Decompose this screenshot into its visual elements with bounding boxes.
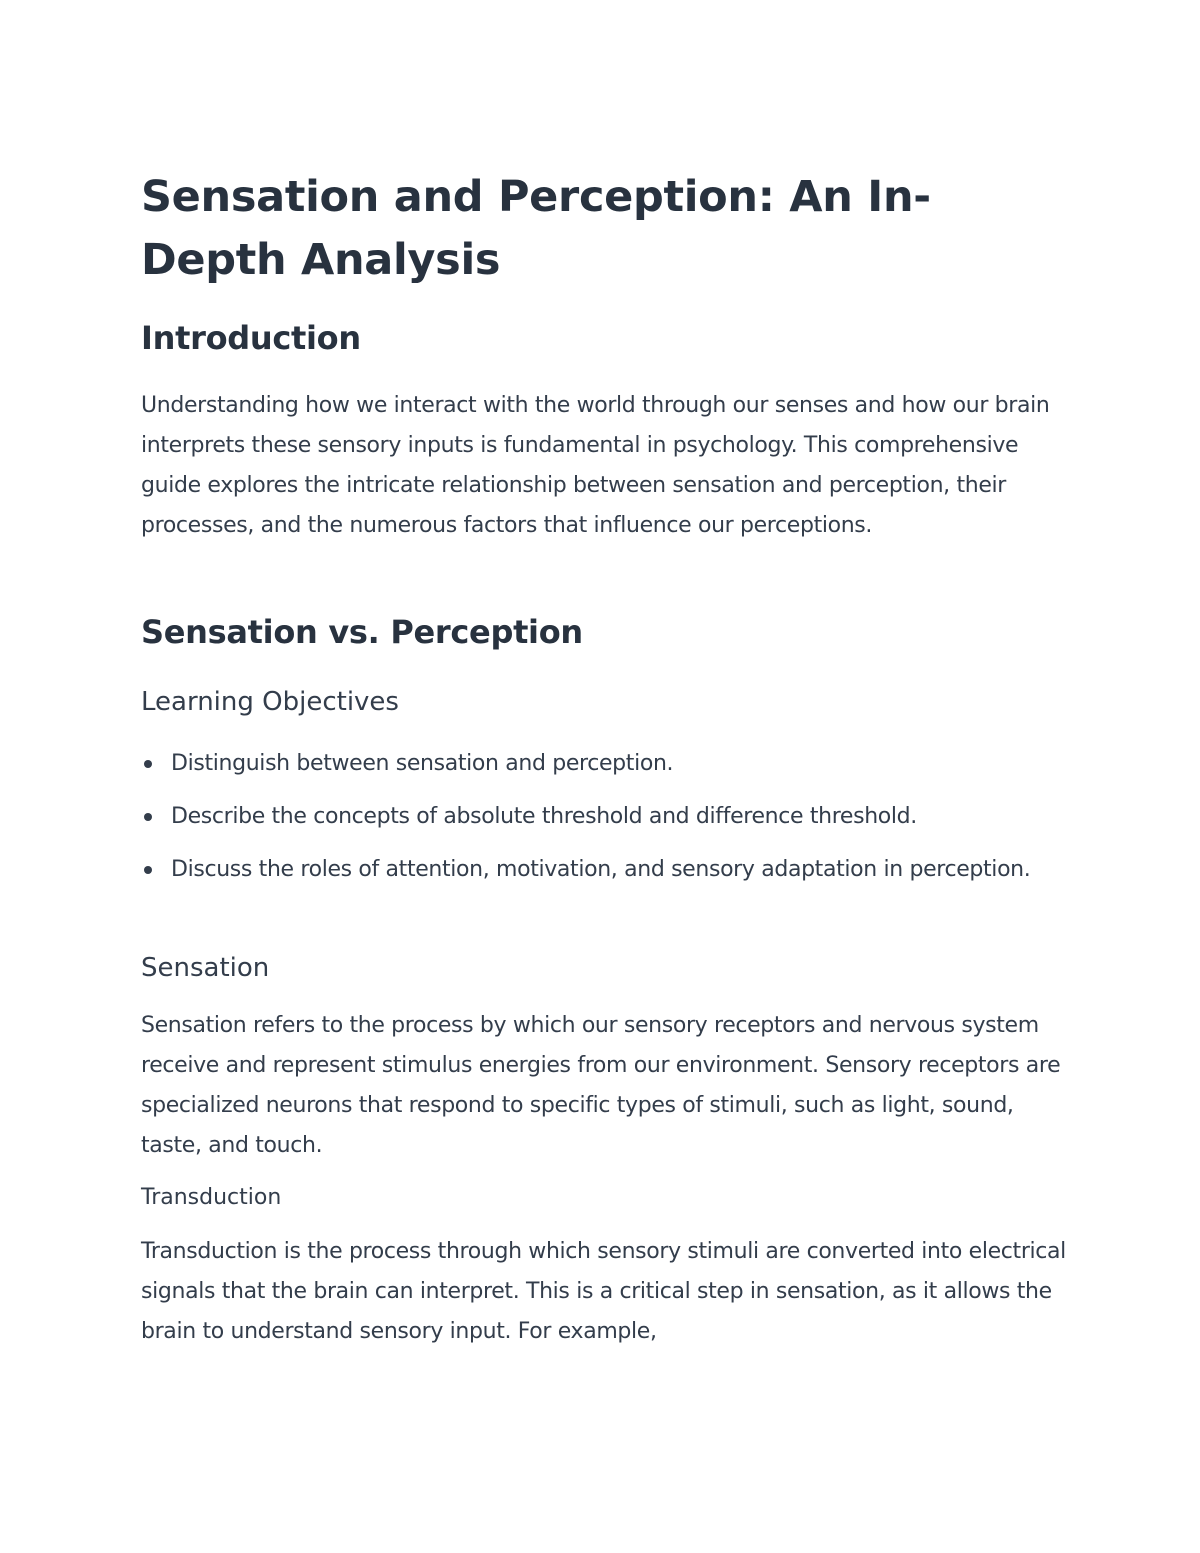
transduction-heading: Transduction [141, 1185, 282, 1210]
document-title: Sensation and Perception: An In-Depth Analysis [141, 172, 931, 285]
bullet-icon [144, 760, 152, 768]
list-item-text: Discuss the roles of attention, motivation, and sensory adaptation in perception. [171, 857, 1031, 882]
list-item-text: Describe the concepts of absolute threshold and difference threshold. [171, 804, 917, 829]
sensation-vs-perception-heading: Sensation vs. Perception [141, 613, 583, 651]
introduction-heading: Introduction [141, 319, 361, 357]
list-item [141, 797, 1071, 837]
bullet-icon [144, 866, 152, 874]
list-item-text: Distinguish between sensation and perception. [171, 751, 674, 776]
list-item [141, 744, 1071, 784]
sensation-heading: Sensation [141, 953, 270, 983]
learning-objectives-heading: Learning Objectives [141, 687, 399, 717]
bullet-icon [144, 813, 152, 821]
introduction-paragraph: Understanding how we interact with the world through our senses and how our brain interprets these sensory inputs is fundamental in psychology. This comprehensive guide explores the intricate relationship between sensation and perception, their processes, and the numerous factors that influence our perceptions. [141, 393, 1050, 538]
sensation-paragraph: Sensation refers to the process by which our sensory receptors and nervous system receive and represent stimulus energies from our environment. Sensory receptors are specialized neurons that respond to specific types of stimuli, such as light, sound, taste, and touch. [141, 1013, 1061, 1158]
learning-objectives-list [141, 744, 1071, 903]
list-item [141, 850, 1071, 890]
transduction-paragraph: Transduction is the process through which sensory stimuli are converted into electrical signals that the brain can interpret. This is a critical step in sensation, as it allows the brain to understand sensory input. For example, [141, 1239, 1066, 1344]
